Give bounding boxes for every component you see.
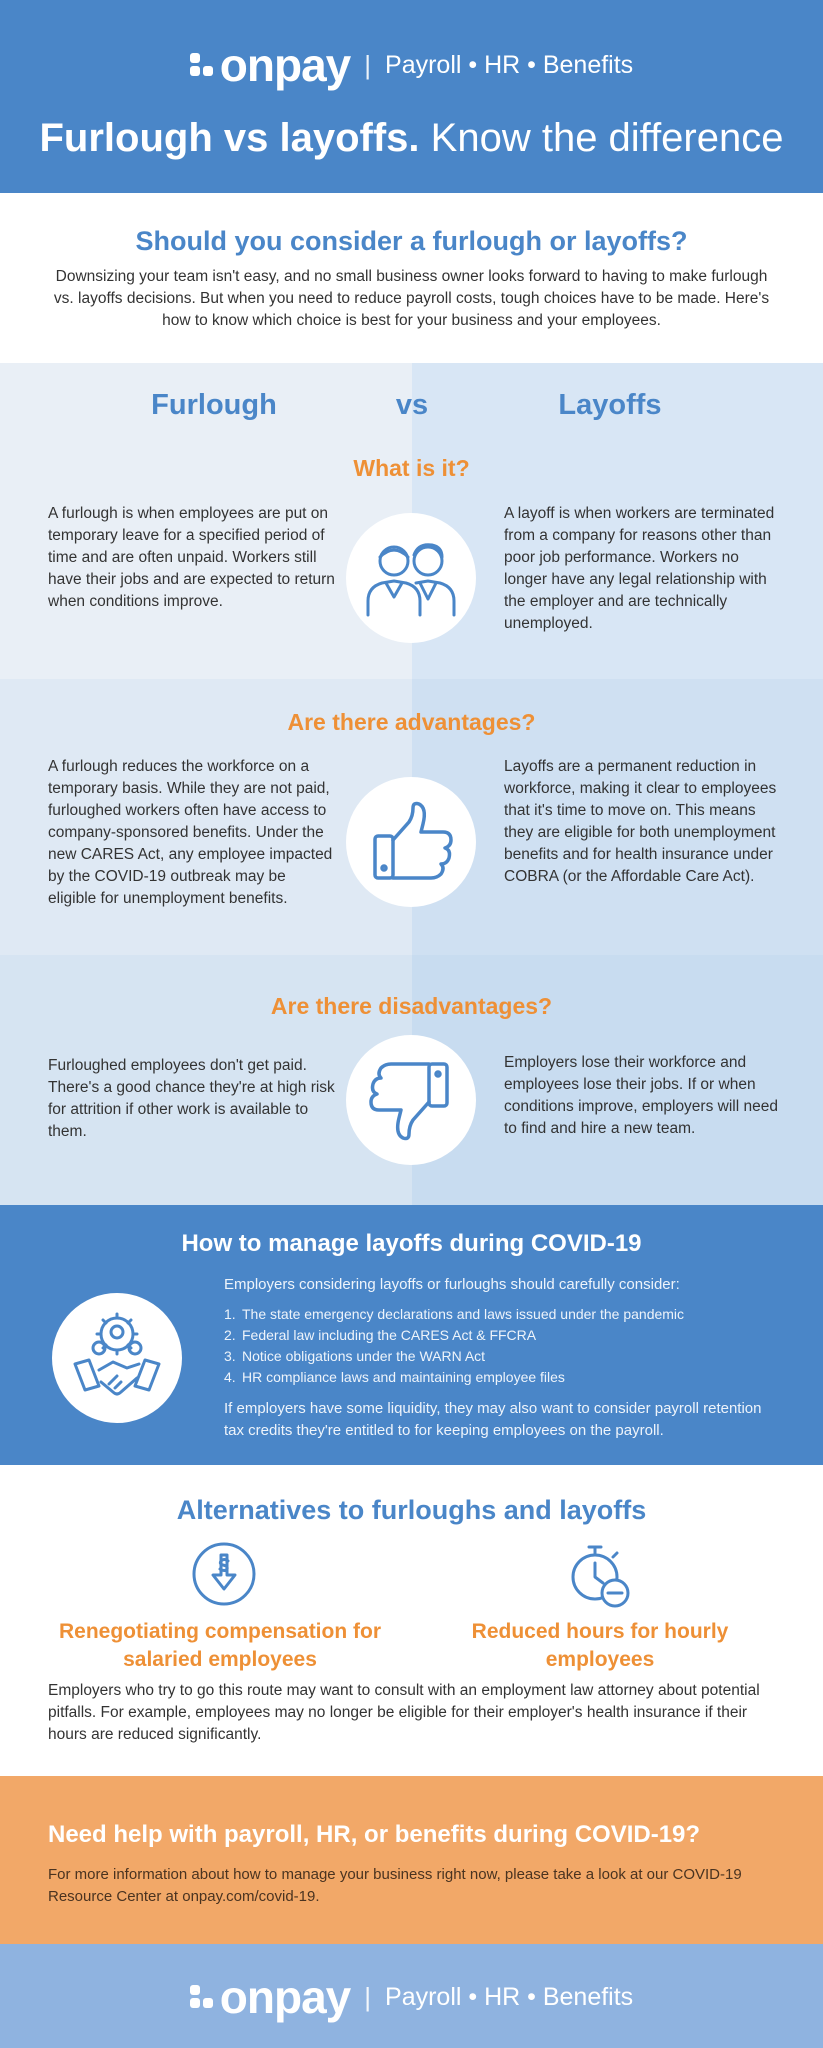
dollar-down-icon bbox=[189, 1539, 259, 1609]
help-body[interactable]: For more information about how to manage your business right now, please take a look at our COVID-19 Resource Center at onpay.com/covid-19. bbox=[48, 1866, 742, 1905]
logo-mark-icon bbox=[190, 53, 214, 77]
brand-separator: | bbox=[364, 49, 372, 80]
handshake-gear-icon bbox=[52, 1293, 182, 1423]
alternatives-body: Employers who try to go this route may want to consult with an employment law attorney about potential pitfalls. For example, employees may no longer be eligible for their employer's health insurance if their hours are reduced significantly. bbox=[48, 1682, 760, 1743]
disadvantages-furlough-text: Furloughed employees don't get paid. There's a good chance they're at high risk for attrition if other work is available to them. bbox=[48, 1057, 335, 1140]
help-heading: Need help with payroll, HR, or benefits during COVID-19? bbox=[48, 1821, 701, 1848]
alternative-reduced-hours-title: Reduced hours for hourly employees bbox=[471, 1620, 729, 1671]
intro-section bbox=[0, 193, 823, 363]
stopwatch-minus-icon bbox=[565, 1539, 635, 1609]
brand-tagline: Payroll • HR • Benefits bbox=[385, 1982, 634, 2011]
list-item: 2. Federal law including the CARES Act & FFCRA bbox=[224, 1327, 537, 1343]
list-item: 3. Notice obligations under the WARN Act bbox=[224, 1348, 486, 1364]
footer-brand-bar bbox=[0, 1971, 823, 2023]
compare-section bbox=[0, 363, 823, 1205]
footer-onpay-logo[interactable] bbox=[190, 1971, 351, 2023]
advantages-layoffs-text: Layoffs are a permanent reduction in workforce, making it clear to employees that it's time to move on. This means they are eligible for both unemployment benefits and for health insurance under COBRA (or the Affordable Care Act). bbox=[504, 758, 777, 885]
section-heading-what: What is it? bbox=[353, 455, 470, 481]
page-title bbox=[0, 112, 823, 164]
what-layoffs-text: A layoff is when workers are terminated from a company for reasons other than poor job performance. Workers no longer have any legal relationship with the employer and are technically unemployed. bbox=[504, 505, 775, 632]
covid-lead: Employers considering layoffs or furloughs should carefully consider: bbox=[224, 1276, 680, 1293]
covid-heading: How to manage layoffs during COVID-19 bbox=[181, 1230, 642, 1257]
thumbs-down-icon bbox=[346, 1035, 476, 1165]
list-item: 1. The state emergency declarations and laws issued under the pandemic bbox=[224, 1306, 685, 1322]
brand-separator: | bbox=[364, 1981, 372, 2012]
alternatives-heading: Alternatives to furloughs and layoffs bbox=[176, 1495, 647, 1525]
advantages-furlough-text: A furlough reduces the workforce on a temporary basis. While they are not paid, furloughed workers often have access to company-sponsored benefits. Under the new CARES Act, any employee impacted by the COVID-19 outbreak may be eligible for unemployment benefits. bbox=[48, 758, 333, 907]
section-heading-disadvantages: Are there disadvantages? bbox=[270, 993, 553, 1019]
intro-heading: Should you consider a furlough or layoffs? bbox=[135, 226, 688, 256]
covid-footnote: If employers have some liquidity, they may also want to consider payroll retention tax credits they're entitled to for keeping employees on the payroll. bbox=[224, 1400, 762, 1439]
help-section bbox=[0, 1776, 823, 1944]
covid-list bbox=[224, 1304, 684, 1388]
onpay-logo[interactable] bbox=[190, 39, 351, 91]
section-heading-advantages: Are there advantages? bbox=[287, 709, 536, 735]
furlough-heading: Furlough bbox=[151, 389, 277, 421]
disadvantages-layoffs-text: Employers lose their workforce and employees lose their jobs. If or when conditions improve, employers will need to find and hire a new team. bbox=[504, 1054, 778, 1137]
people-icon bbox=[346, 513, 476, 643]
list-item: 4. HR compliance laws and maintaining employee files bbox=[224, 1369, 565, 1385]
logo-text: onpay bbox=[219, 1971, 351, 2023]
vs-heading: vs bbox=[395, 389, 429, 421]
logo-text: onpay bbox=[219, 39, 351, 91]
brand-tagline: Payroll • HR • Benefits bbox=[385, 50, 634, 79]
alternative-renegotiating-title: Renegotiating compensation for salaried employees bbox=[58, 1620, 381, 1671]
covid-section bbox=[0, 1205, 823, 1465]
footer bbox=[0, 1944, 823, 2048]
header bbox=[0, 0, 823, 193]
thumbs-up-icon bbox=[346, 777, 476, 907]
logo-mark-icon bbox=[190, 1985, 214, 2009]
title-bold: Furlough vs layoffs. bbox=[39, 116, 420, 160]
intro-body: Downsizing your team isn't easy, and no small business owner looks forward to having to make furlough vs. layoffs decisions. But when you need to reduce payroll costs, tough choices have to be made. Here's how to know which choice is best for your business and your employees. bbox=[53, 268, 770, 329]
brand-bar bbox=[0, 39, 823, 91]
alternatives-section bbox=[0, 1465, 823, 1776]
what-furlough-text: A furlough is when employees are put on temporary leave for a specified period of time and are often unpaid. Workers still have their jobs and are expected to return when conditions improve. bbox=[48, 505, 335, 610]
layoffs-heading: Layoffs bbox=[558, 389, 662, 421]
title-light: Know the difference bbox=[430, 116, 784, 160]
